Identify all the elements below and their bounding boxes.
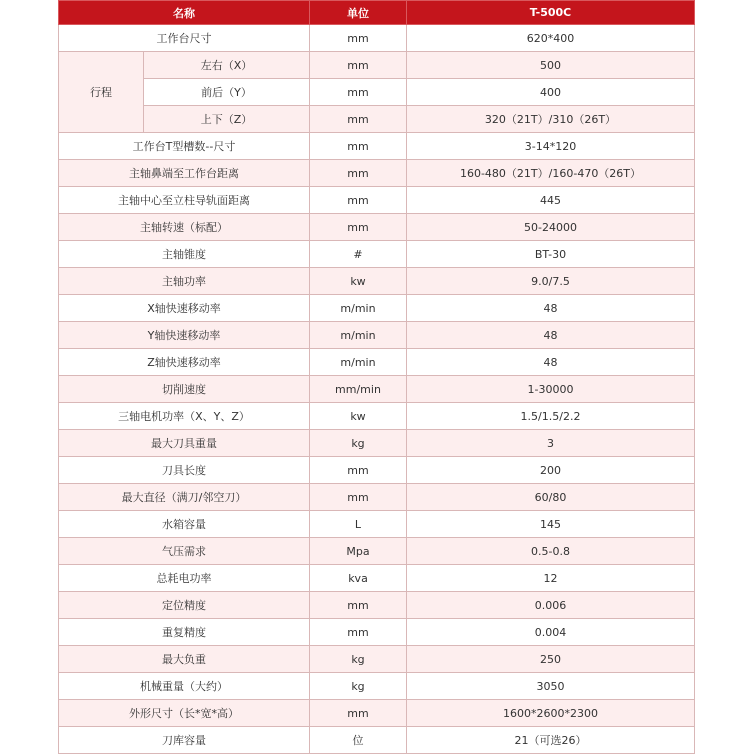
stroke-axis-name: 左右（X）: [144, 52, 310, 79]
spec-name: 主轴功率: [59, 268, 310, 295]
table-row: [59, 457, 695, 484]
table-row: [59, 25, 695, 52]
table-row: [59, 133, 695, 160]
table-header-row: [59, 1, 695, 25]
spec-unit: mm: [310, 214, 407, 241]
spec-unit: mm: [310, 133, 407, 160]
spec-name: 工作台尺寸: [59, 25, 310, 52]
table-row: [59, 106, 695, 133]
table-row: [59, 295, 695, 322]
spec-value: BT-30: [407, 241, 695, 268]
spec-value: 160-480（21T）/160-470（26T）: [407, 160, 695, 187]
spec-value: 145: [407, 511, 695, 538]
table-row: [59, 187, 695, 214]
spec-value: 0.5-0.8: [407, 538, 695, 565]
spec-unit: Mpa: [310, 538, 407, 565]
spec-unit: mm: [310, 619, 407, 646]
spec-name: 切削速度: [59, 376, 310, 403]
spec-unit: mm: [310, 106, 407, 133]
spec-unit: mm: [310, 700, 407, 727]
header-model: T-500C: [407, 1, 695, 25]
spec-name: X轴快速移动率: [59, 295, 310, 322]
spec-value: 1-30000: [407, 376, 695, 403]
spec-value: 48: [407, 349, 695, 376]
spec-table-body: [59, 25, 695, 754]
spec-value: 200: [407, 457, 695, 484]
spec-value: 48: [407, 295, 695, 322]
spec-value: 12: [407, 565, 695, 592]
spec-value: 9.0/7.5: [407, 268, 695, 295]
table-row: [59, 268, 695, 295]
spec-name: 定位精度: [59, 592, 310, 619]
table-row: [59, 430, 695, 457]
spec-value: 320（21T）/310（26T）: [407, 106, 695, 133]
spec-name: 刀具长度: [59, 457, 310, 484]
spec-value: 620*400: [407, 25, 695, 52]
spec-value: 1600*2600*2300: [407, 700, 695, 727]
spec-value: 21（可选26）: [407, 727, 695, 754]
spec-name: 主轴中心至立柱导轨面距离: [59, 187, 310, 214]
spec-unit: kg: [310, 430, 407, 457]
table-row: [59, 241, 695, 268]
spec-value: 1.5/1.5/2.2: [407, 403, 695, 430]
table-row: [59, 349, 695, 376]
spec-name: Z轴快速移动率: [59, 349, 310, 376]
spec-name: 最大刀具重量: [59, 430, 310, 457]
spec-unit: mm: [310, 592, 407, 619]
spec-value: 400: [407, 79, 695, 106]
table-row: [59, 619, 695, 646]
spec-name: 气压需求: [59, 538, 310, 565]
spec-name: 刀库容量: [59, 727, 310, 754]
spec-unit: m/min: [310, 349, 407, 376]
spec-unit: m/min: [310, 295, 407, 322]
spec-name: 重复精度: [59, 619, 310, 646]
spec-value: 3: [407, 430, 695, 457]
table-row: [59, 700, 695, 727]
spec-name: 总耗电功率: [59, 565, 310, 592]
spec-unit: kw: [310, 403, 407, 430]
spec-name: 外形尺寸（长*宽*高）: [59, 700, 310, 727]
table-row: [59, 160, 695, 187]
spec-name: 机械重量（大约）: [59, 673, 310, 700]
spec-unit: mm/min: [310, 376, 407, 403]
spec-unit: kg: [310, 673, 407, 700]
spec-name: 工作台T型槽数--尺寸: [59, 133, 310, 160]
spec-name: 主轴鼻端至工作台距离: [59, 160, 310, 187]
table-row: [59, 322, 695, 349]
table-row: [59, 538, 695, 565]
spec-table: [58, 0, 695, 754]
spec-name: 主轴锥度: [59, 241, 310, 268]
spec-value: 3050: [407, 673, 695, 700]
spec-unit: #: [310, 241, 407, 268]
stroke-axis-name: 前后（Y）: [144, 79, 310, 106]
header-unit: 单位: [310, 1, 407, 25]
table-row: [59, 646, 695, 673]
spec-name: 三轴电机功率（X、Y、Z）: [59, 403, 310, 430]
spec-name: 最大直径（满刀/邻空刀）: [59, 484, 310, 511]
table-row: [59, 673, 695, 700]
spec-unit: m/min: [310, 322, 407, 349]
spec-unit: 位: [310, 727, 407, 754]
spec-value: 3-14*120: [407, 133, 695, 160]
spec-value: 250: [407, 646, 695, 673]
spec-value: 60/80: [407, 484, 695, 511]
spec-value: 0.006: [407, 592, 695, 619]
table-row: [59, 403, 695, 430]
stroke-group-label: 行程: [59, 52, 144, 133]
spec-unit: mm: [310, 187, 407, 214]
table-row: [59, 727, 695, 754]
spec-value: 0.004: [407, 619, 695, 646]
spec-unit: mm: [310, 25, 407, 52]
spec-unit: mm: [310, 160, 407, 187]
table-row: [59, 376, 695, 403]
spec-unit: L: [310, 511, 407, 538]
table-row: [59, 214, 695, 241]
spec-unit: kg: [310, 646, 407, 673]
table-row: [59, 565, 695, 592]
spec-value: 445: [407, 187, 695, 214]
spec-value: 48: [407, 322, 695, 349]
stroke-axis-name: 上下（Z）: [144, 106, 310, 133]
table-row: [59, 511, 695, 538]
spec-name: Y轴快速移动率: [59, 322, 310, 349]
spec-unit: kw: [310, 268, 407, 295]
table-row: [59, 79, 695, 106]
spec-unit: mm: [310, 484, 407, 511]
table-row: [59, 484, 695, 511]
spec-unit: mm: [310, 79, 407, 106]
header-name: 名称: [59, 1, 310, 25]
table-row: [59, 52, 695, 79]
spec-unit: kva: [310, 565, 407, 592]
spec-name: 最大负重: [59, 646, 310, 673]
spec-unit: mm: [310, 52, 407, 79]
spec-name: 主轴转速（标配）: [59, 214, 310, 241]
spec-value: 500: [407, 52, 695, 79]
spec-unit: mm: [310, 457, 407, 484]
spec-value: 50-24000: [407, 214, 695, 241]
table-row: [59, 592, 695, 619]
spec-name: 水箱容量: [59, 511, 310, 538]
